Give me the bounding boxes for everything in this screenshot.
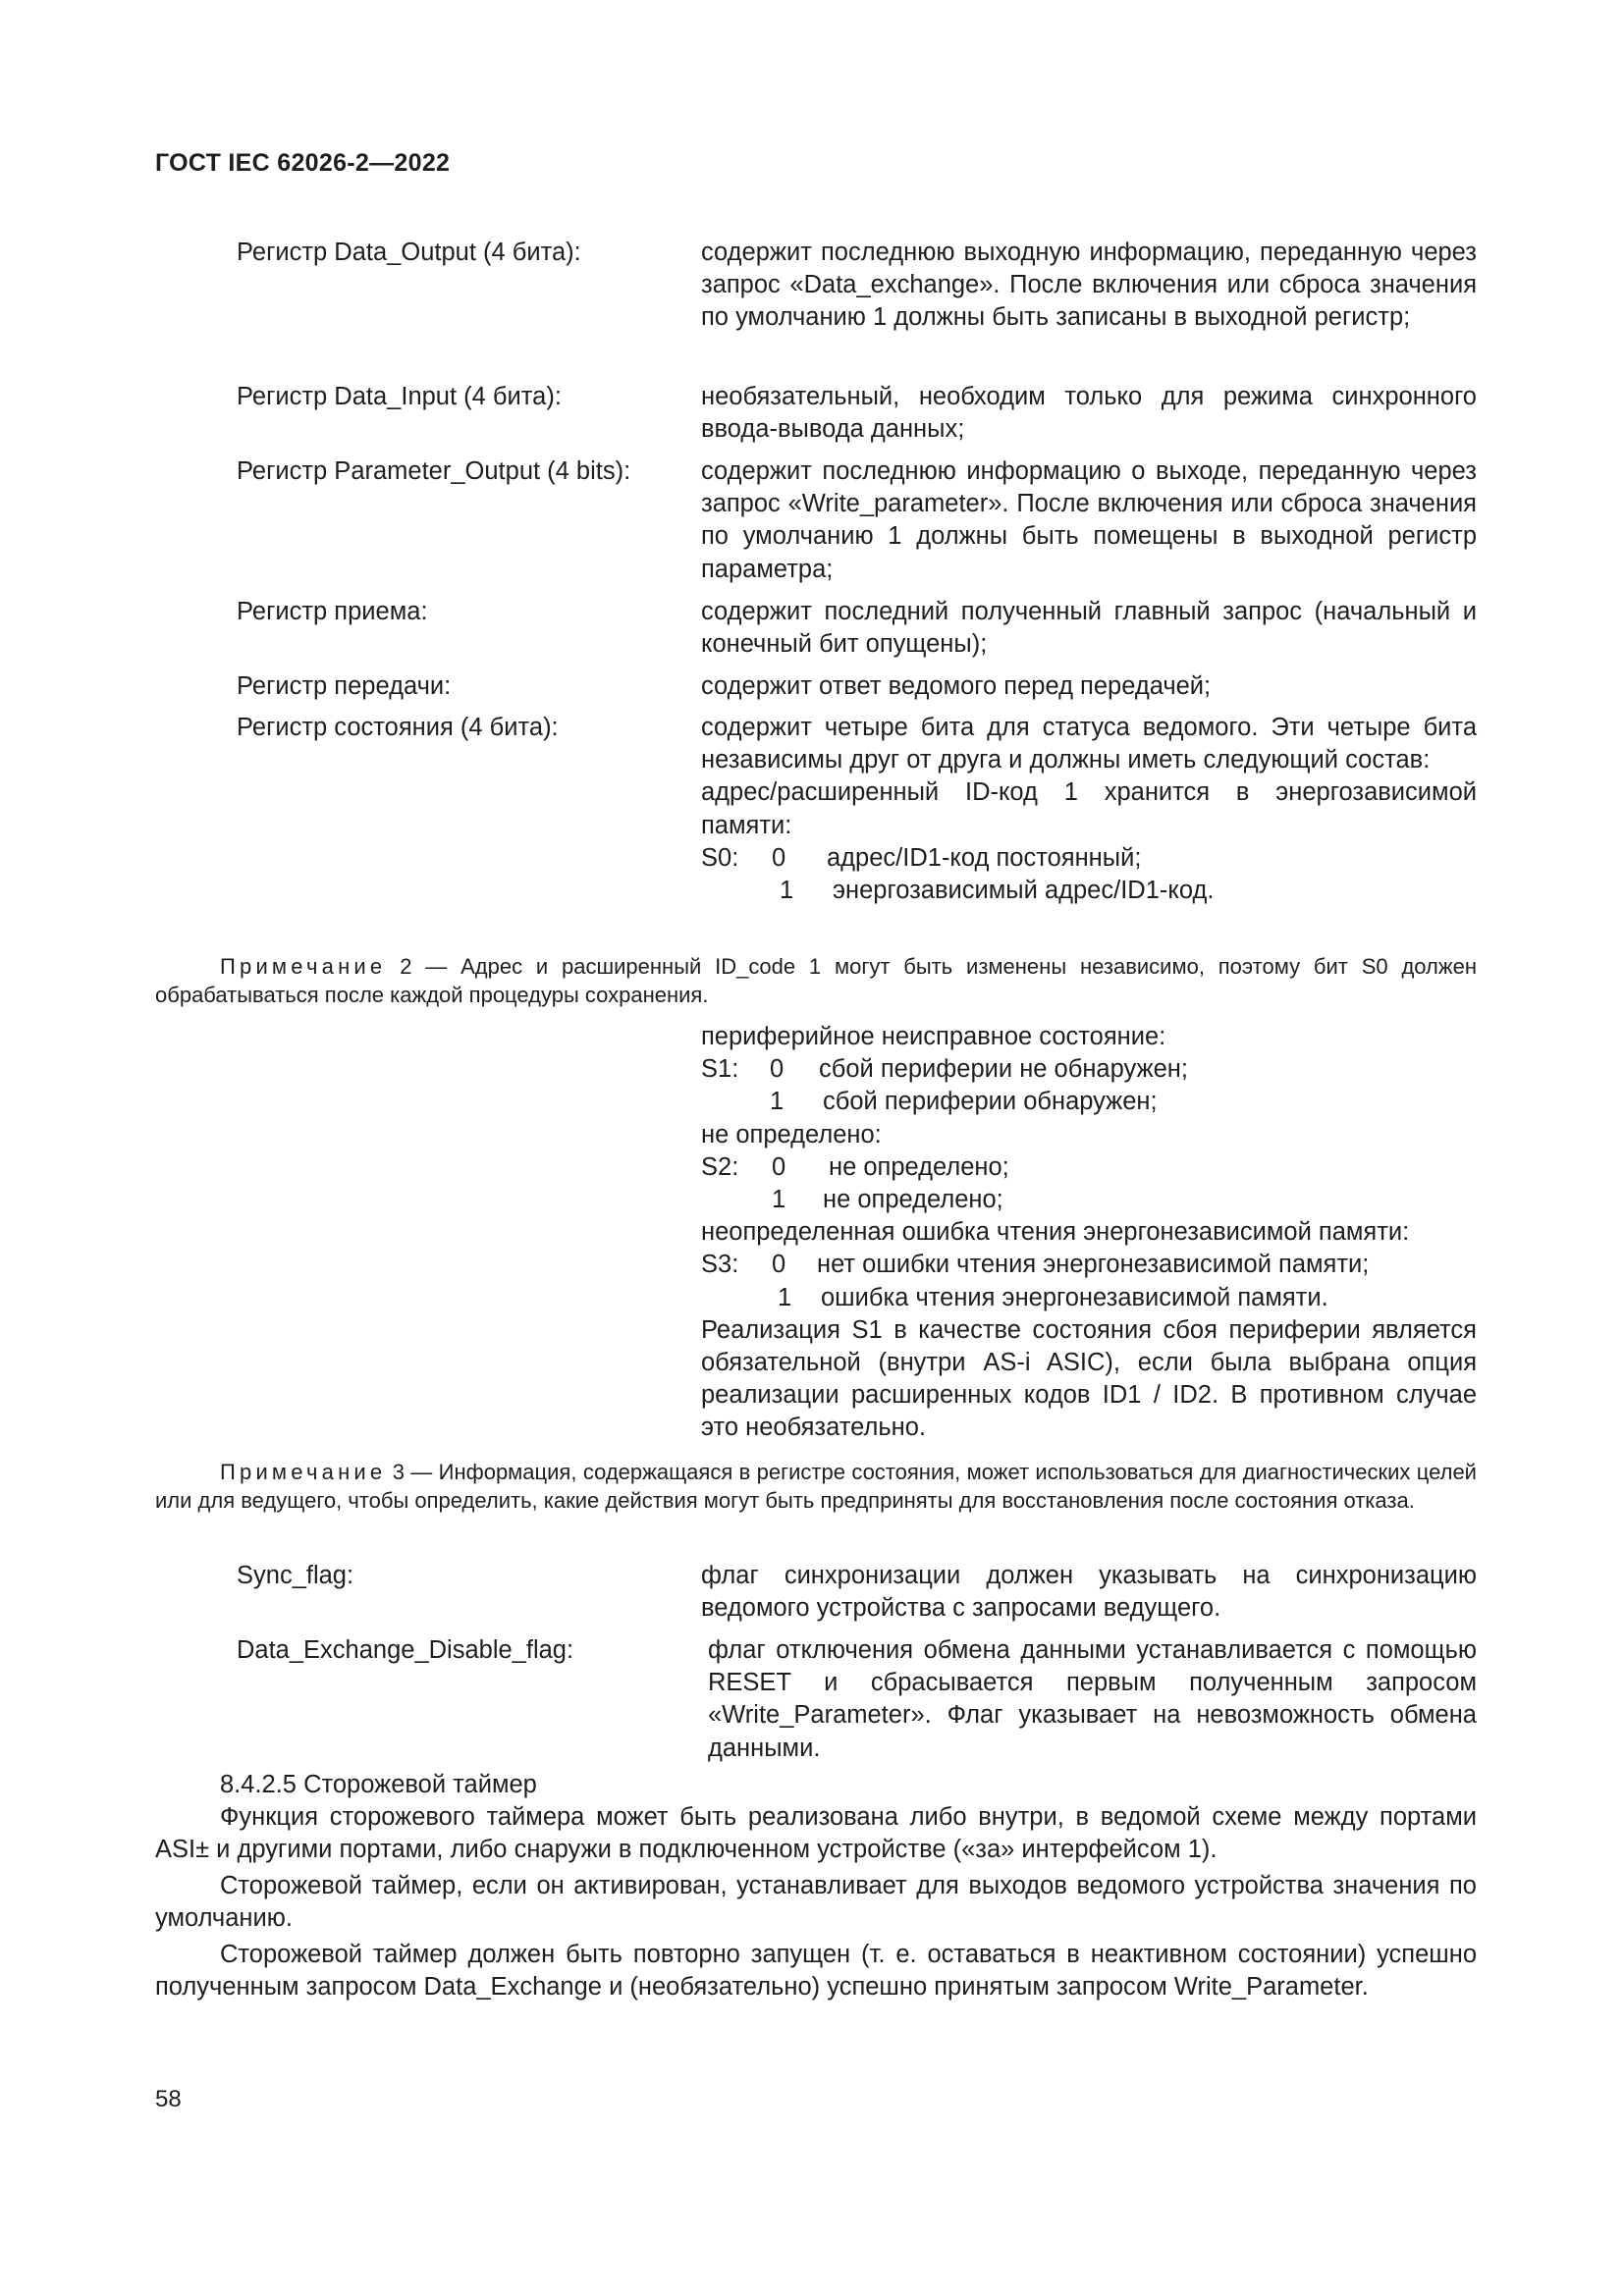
definition-text: содержит последнюю информацию о выходе, переданную через запрос «Write_parameter». После включения или сброса значения по умолчанию 1 должны быть помещены в выходной регистр параметра; xyxy=(701,457,1477,583)
s1-text-1: сбой периферии обнаружен; xyxy=(823,1088,1158,1116)
s1-value-0: 0 xyxy=(770,1055,785,1084)
s3-row-0 xyxy=(701,1249,1477,1281)
definition-term: Регистр приема: xyxy=(237,598,428,625)
s1-value-1: 1 xyxy=(770,1088,785,1116)
definition-term: Регистр Data_Input (4 бита): xyxy=(237,383,562,410)
note-text: 3 — Информация, содержащаяся в регистре состояния, может использоваться для диагностических целей или для ведущего, чтобы определить, какие действия могут быть предприняты для восстановления после состояния отказа. xyxy=(155,1460,1477,1513)
note-3 xyxy=(155,1458,1477,1515)
s0-intro: адрес/расширенный ID-код 1 хранится в энергозависимой памяти: xyxy=(701,778,1477,839)
definition-term: Регистр Data_Output (4 бита): xyxy=(237,239,581,266)
s3-value-0: 0 xyxy=(772,1251,786,1279)
section-paragraph-3: Сторожевой таймер должен быть повторно запущен (т. е. оставаться в неактивном состоянии) успешно полученным запросом Data_Exchange и (необязательно) успешно принятым запросом Write_Parameter. xyxy=(155,1941,1477,2002)
s2-intro: не определено: xyxy=(701,1120,882,1148)
s3-row-1 xyxy=(701,1282,1477,1314)
s1-row-0 xyxy=(701,1053,1477,1086)
definition-term: Регистр Parameter_Output (4 bits): xyxy=(237,457,631,485)
s1-row-1 xyxy=(701,1086,1477,1118)
s0-row-1 xyxy=(701,875,1477,907)
definition-term: Sync_flag: xyxy=(237,1562,354,1589)
s2-text-1: не определено; xyxy=(823,1185,1003,1213)
s2-value-1: 1 xyxy=(772,1185,786,1213)
s0-label: S0: xyxy=(701,843,739,872)
s2-row-0 xyxy=(701,1151,1477,1184)
definition-text: содержит последний полученный главный запрос (начальный и конечный бит опущены); xyxy=(701,598,1477,659)
section-paragraph-1: Функция сторожевого таймера может быть реализована либо внутри, в ведомой схеме между портами ASI± и другими портами, либо снаружи в подключенном устройстве («за» интерфейсом 1). xyxy=(155,1803,1477,1864)
s0-value-1: 1 xyxy=(780,877,794,904)
note-label: Примечание xyxy=(220,1460,387,1484)
definition-term: Регистр передачи: xyxy=(237,672,452,700)
definition-text: содержит последнюю выходную информацию, переданную через запрос «Data_exchange». После включения или сброса значения по умолчанию 1 должны быть записаны в выходной регистр; xyxy=(701,239,1477,332)
s1-label: S1: xyxy=(701,1055,739,1084)
document-header: ГОСТ IEC 62026-2—2022 xyxy=(155,149,451,177)
s3-label: S3: xyxy=(701,1251,739,1279)
definition-term: Регистр состояния (4 бита): xyxy=(237,714,559,741)
s2-label: S2: xyxy=(701,1152,739,1181)
page-number: 58 xyxy=(155,2086,182,2112)
status-register-continued xyxy=(701,1021,1477,1445)
definition-term: Data_Exchange_Disable_flag: xyxy=(237,1636,574,1664)
s3-text-0: нет ошибки чтения энергонезависимой памяти; xyxy=(817,1251,1370,1279)
s2-value-0: 0 xyxy=(772,1152,786,1181)
s3-text-1: ошибка чтения энергонезависимой памяти. xyxy=(821,1283,1328,1311)
s0-text-0: адрес/ID1-код постоянный; xyxy=(827,843,1142,872)
definition-text: необязательный, необходим только для режима синхронного ввода-вывода данных; xyxy=(701,383,1477,444)
implementation-text: Реализация S1 в качестве состояния сбоя периферии является обязательной (внутри AS-i ASIC), если была выбрана опция реализации расширенных кодов ID1 / ID2. В противном случае это необязательно. xyxy=(701,1315,1477,1442)
note-label: Примечание xyxy=(220,954,387,979)
definition-text: флаг синхронизации должен указывать на синхронизацию ведомого устройства с запросами ведущего. xyxy=(701,1562,1477,1623)
s0-row-0 xyxy=(701,842,1477,875)
definition-text: флаг отключения обмена данными устанавливается с помощью RESET и сбрасывается первым полученным запросом «Write_Parameter». Флаг указывает на невозможность обмена данными. xyxy=(708,1636,1477,1762)
s1-text-0: сбой периферии не обнаружен; xyxy=(819,1055,1188,1084)
s3-value-1: 1 xyxy=(778,1283,792,1311)
note-2 xyxy=(155,952,1477,1009)
definition-text: содержит ответ ведомого перед передачей; xyxy=(701,672,1212,700)
s2-text-0: не определено; xyxy=(829,1152,1009,1181)
s0-text-1: энергозависимый адрес/ID1-код. xyxy=(833,877,1215,904)
s3-intro: неопределенная ошибка чтения энергонезависимой памяти: xyxy=(701,1218,1410,1247)
section-paragraph-2: Сторожевой таймер, если он активирован, устанавливает для выходов ведомого устройства значения по умолчанию. xyxy=(155,1872,1477,1933)
section-heading: 8.4.2.5 Сторожевой таймер xyxy=(220,1771,537,1798)
s0-value-0: 0 xyxy=(772,843,786,872)
s2-row-1 xyxy=(701,1184,1477,1216)
definition-text: содержит четыре бита для статуса ведомого. Эти четыре бита независимы друг от друга и должны иметь следующий состав: xyxy=(701,714,1477,774)
note-text: 2 — Адрес и расширенный ID_code 1 могут быть изменены независимо, поэтому бит S0 должен обрабатываться после каждой процедуры сохранения. xyxy=(155,954,1477,1007)
s1-intro: периферийное неисправное состояние: xyxy=(701,1023,1166,1050)
